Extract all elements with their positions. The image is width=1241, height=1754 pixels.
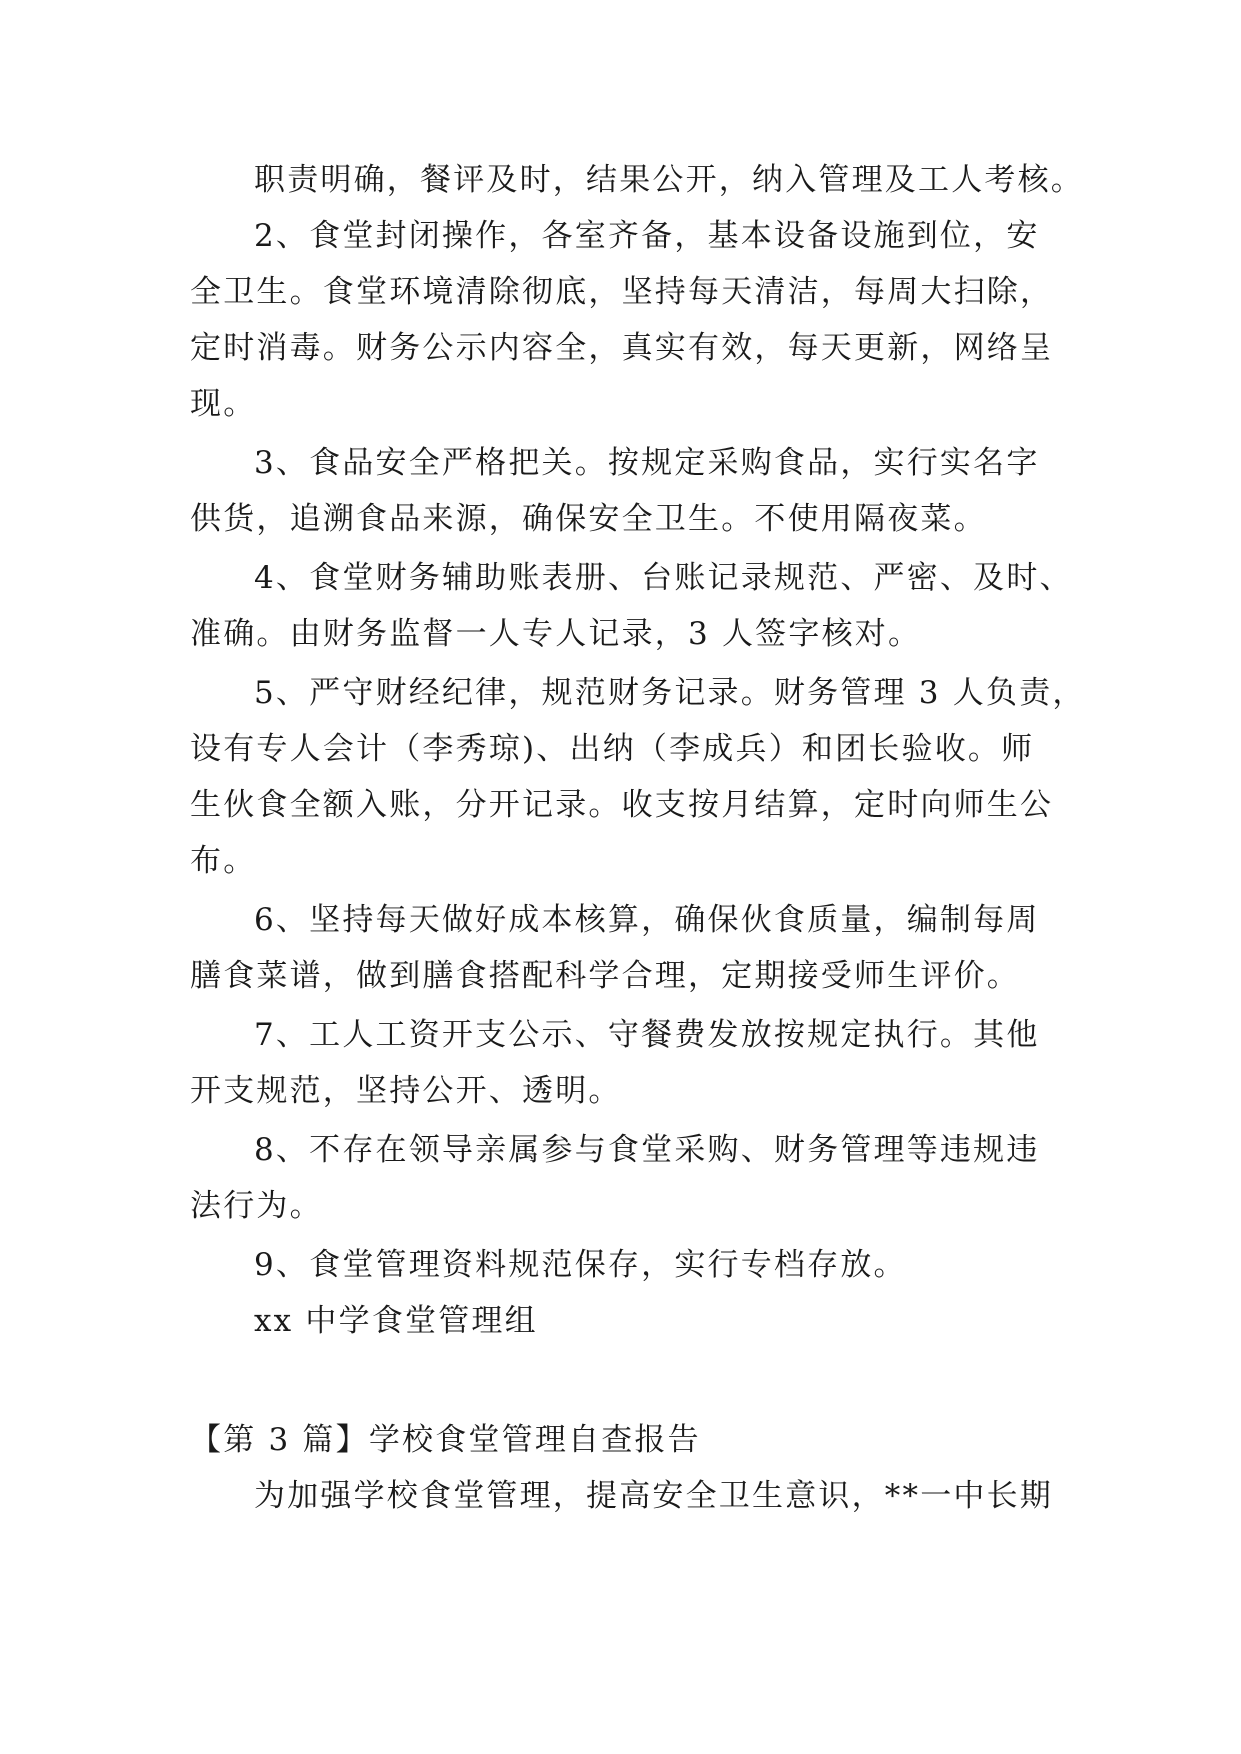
signature-line: xx 中学食堂管理组	[254, 1303, 538, 1339]
text-line: 设有专人会计（李秀琼)、出纳（李成兵）和团长验收。师	[190, 731, 1035, 767]
text-line: 9、食堂管理资料规范保存，实行专档存放。	[254, 1247, 907, 1283]
text-line: 8、不存在领导亲属参与食堂采购、财务管理等违规违	[254, 1132, 1040, 1168]
text-line: 职责明确，餐评及时，结果公开，纳入管理及工人考核。	[254, 162, 1084, 198]
text-line: 现。	[190, 386, 257, 422]
text-line: 7、工人工资开支公示、守餐费发放按规定执行。其他	[254, 1017, 1040, 1053]
text-line: 5、严守财经纪律，规范财务记录。财务管理 3 人负责，	[254, 675, 1086, 711]
text-line: 供货，追溯食品来源，确保安全卫生。不使用隔夜菜。	[190, 501, 987, 537]
section-heading: 【第 3 篇】学校食堂管理自查报告	[190, 1422, 701, 1458]
text-line: 6、坚持每天做好成本核算，确保伙食质量，编制每周	[254, 902, 1040, 938]
text-line: 3、食品安全严格把关。按规定采购食品，实行实名字	[254, 445, 1040, 481]
text-line: 全卫生。食堂环境清除彻底，坚持每天清洁，每周大扫除，	[190, 274, 1054, 310]
text-line: 开支规范，坚持公开、透明。	[190, 1073, 622, 1109]
text-line: 法行为。	[190, 1188, 323, 1224]
text-line: 4、食堂财务辅助账表册、台账记录规范、严密、及时、	[254, 560, 1073, 596]
text-line: 膳食菜谱，做到膳食搭配科学合理，定期接受师生评价。	[190, 958, 1020, 994]
text-line: 定时消毒。财务公示内容全，真实有效，每天更新，网络呈	[190, 330, 1054, 366]
text-line: 为加强学校食堂管理，提高安全卫生意识，**一中长期	[254, 1478, 1053, 1514]
text-line: 布。	[190, 843, 257, 879]
text-line: 2、食堂封闭操作，各室齐备，基本设备设施到位，安	[254, 218, 1040, 254]
text-line: 生伙食全额入账，分开记录。收支按月结算，定时向师生公	[190, 787, 1054, 823]
text-line: 准确。由财务监督一人专人记录，3 人签字核对。	[190, 616, 922, 652]
